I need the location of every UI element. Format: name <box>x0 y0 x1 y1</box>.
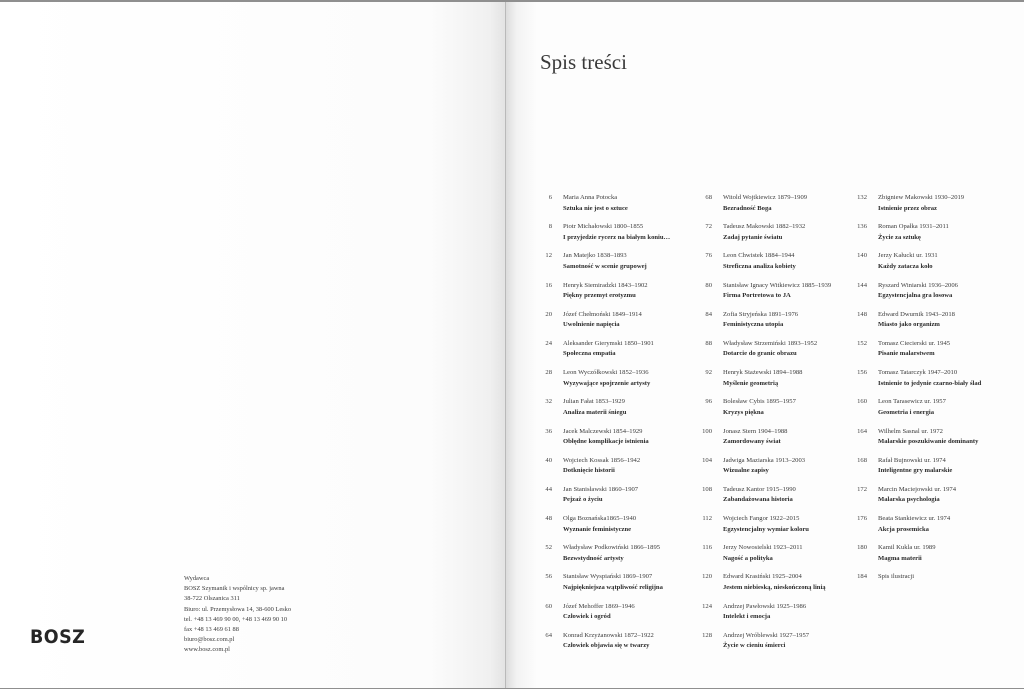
toc-artist-name: Władysław Strzemiński 1893–1952 <box>723 339 818 347</box>
toc-essay-title: I przyjedzie rycerz na białym koniu… <box>563 233 671 241</box>
imprint-line: biuro@bosz.com.pl <box>184 636 235 644</box>
toc-artist-name: Witold Wojtkiewicz 1879–1909 <box>723 194 808 201</box>
toc-artist-name: Marcin Maciejowski ur. 1974 <box>878 485 957 493</box>
toc-essay-title: Geometria i energia <box>878 408 935 416</box>
toc-page-number: 144 <box>857 281 867 289</box>
toc-page-number: 44 <box>545 485 552 493</box>
toc-essay-title: Samotność w scenie grupowej <box>563 262 647 270</box>
toc-artist-name: Julian Fałat 1853–1929 <box>563 398 625 406</box>
toc-artist-name: Jan Stanisławski 1860–1907 <box>563 485 639 493</box>
toc-essay-title: Analiza materii śniegu <box>563 408 627 416</box>
toc-essay-title: Egzystencjalny wymiar koloru <box>723 525 809 533</box>
toc-artist-name: Rafał Bujnowski ur. 1974 <box>878 456 946 464</box>
toc-page-number: 6 <box>548 194 552 201</box>
toc-page-number: 60 <box>545 602 552 610</box>
toc-page-number: 64 <box>545 631 552 639</box>
toc-essay-title: Człowiek i ogród <box>563 613 611 621</box>
imprint-line: BOSZ Szymanik i wspólnicy sp. jawna <box>184 585 285 593</box>
toc-artist-name: Leon Tarasewicz ur. 1957 <box>878 398 946 406</box>
toc-artist-name: Leon Chwistek 1884–1944 <box>723 252 795 260</box>
toc-essay-title: Wyzywające spojrzenie artysty <box>563 379 651 387</box>
toc-page-number: 180 <box>857 544 867 552</box>
toc-page-number: 172 <box>857 485 867 493</box>
toc-essay-title: Pejzaż o życiu <box>563 496 603 504</box>
toc-artist-name: Henryk Siemiradzki 1843–1902 <box>563 281 648 289</box>
toc-page-number: 84 <box>705 310 712 318</box>
toc-artist-name: Józef Chełmoński 1849–1914 <box>563 310 642 318</box>
toc-artist-name: Maria Anna Potocka <box>563 194 618 201</box>
toc-artist-name: Stanisław Ignacy Witkiewicz 1885–1939 <box>723 281 832 289</box>
toc-essay-title: Istnienie to jedynie czarno-biały ślad <box>878 379 982 387</box>
toc-artist-name: Stanisław Wyspiański 1869–1907 <box>563 573 653 581</box>
toc-artist-name: Roman Opałka 1931–2011 <box>878 223 949 231</box>
toc-artist-name: Wilhelm Sasnal ur. 1972 <box>878 427 943 435</box>
toc-essay-title: Najpiękniejsza wątpliwość religijna <box>563 583 663 591</box>
toc-page-number: 16 <box>545 281 552 289</box>
toc-essay-title: Firma Portretowa to JA <box>723 292 791 300</box>
toc-artist-name: Tadeusz Kantor 1915–1990 <box>723 485 796 493</box>
toc-essay-title: Istnienie przez obraz <box>878 204 937 212</box>
toc-page-number: 140 <box>857 252 867 260</box>
toc-page-number: 124 <box>702 602 712 610</box>
toc-artist-name: Spis ilustracji <box>878 573 915 581</box>
toc-page-number: 128 <box>702 631 712 639</box>
imprint-line: Biuro: ul. Przemysłowa 14, 38-600 Lesko <box>184 605 292 613</box>
toc-page-number: 112 <box>702 515 712 523</box>
toc-artist-name: Tomasz Ciecierski ur. 1945 <box>878 339 951 347</box>
left-page <box>0 2 505 688</box>
toc-page-number: 20 <box>545 310 552 318</box>
toc-page-number: 164 <box>857 427 867 435</box>
toc-page-number: 148 <box>857 310 867 318</box>
toc-artist-name: Jerzy Kałucki ur. 1931 <box>878 252 938 260</box>
toc-page-number: 184 <box>857 573 867 581</box>
toc-page-number: 108 <box>702 485 712 493</box>
toc-essay-title: Akcja prosemicka <box>878 525 929 533</box>
toc-artist-name: Józef Mehoffer 1869–1946 <box>563 602 635 610</box>
toc-essay-title: Streficzna analiza kobiety <box>723 262 796 270</box>
toc-page-number: 160 <box>857 398 867 406</box>
toc-essay-title: Każdy zatacza koło <box>878 262 933 270</box>
toc-page-number: 120 <box>702 573 712 581</box>
toc-essay-title: Inteligentne gry malarskie <box>878 467 953 475</box>
toc-page-number: 80 <box>705 281 712 289</box>
toc-artist-name: Tomasz Tatarczyk 1947–2010 <box>878 369 958 377</box>
toc-artist-name: Zbigniew Makowski 1930–2019 <box>878 194 965 201</box>
toc-page-number: 92 <box>705 369 712 377</box>
toc-artist-name: Aleksander Gierymski 1850–1901 <box>563 339 654 347</box>
toc-essay-title: Nagość a polityka <box>723 554 773 562</box>
toc-page-number: 132 <box>857 194 867 201</box>
toc-artist-name: Konrad Krzyżanowski 1872–1922 <box>563 631 654 639</box>
toc-page-number: 52 <box>545 544 552 552</box>
toc-page-number: 100 <box>702 427 712 435</box>
toc-page-number: 176 <box>857 515 867 523</box>
toc-page-number: 8 <box>548 223 552 231</box>
toc-essay-title: Intelekt i emocja <box>723 613 771 621</box>
toc-essay-title: Zamordowany świat <box>723 438 781 445</box>
toc-artist-name: Andrzej Pawłowski 1925–1986 <box>723 602 807 610</box>
toc-artist-name: Zofia Stryjeńska 1891–1976 <box>723 310 799 318</box>
toc-artist-name: Ryszard Winiarski 1936–2006 <box>878 281 958 289</box>
toc-artist-name: Leon Wyczółkowski 1852–1936 <box>563 369 649 377</box>
toc-essay-title: Feministyczna utopia <box>723 321 784 329</box>
toc-artist-name: Jerzy Nowosielski 1923–2011 <box>723 544 803 552</box>
toc-page-number: 32 <box>545 398 552 406</box>
toc-page-number: 104 <box>702 456 712 464</box>
toc-essay-title: Jestem niebieską, nieskończoną linią <box>723 583 826 591</box>
toc-artist-name: Piotr Michałowski 1800–1855 <box>563 223 644 231</box>
toc-artist-name: Edward Krasiński 1925–2004 <box>723 573 802 581</box>
toc-essay-title: Życie w cieniu śmierci <box>723 642 786 650</box>
publisher-logo: BOSZ <box>30 626 86 648</box>
toc-artist-name: Jadwiga Maziarska 1913–2003 <box>723 456 806 464</box>
toc-artist-name: Władysław Podkowiński 1866–1895 <box>563 544 661 552</box>
toc-page-number: 152 <box>857 339 867 347</box>
toc-essay-title: Wizualne zapisy <box>723 467 769 475</box>
toc-essay-title: Piękny przemyt erotyzmu <box>563 292 636 300</box>
toc-artist-name: Andrzej Wróblewski 1927–1957 <box>723 631 810 639</box>
toc-essay-title: Dotarcie do granic obrazu <box>723 350 797 358</box>
toc-page-number: 136 <box>857 223 867 231</box>
toc-artist-name: Henryk Stażewski 1894–1988 <box>723 369 803 377</box>
toc-essay-title: Pisanie malarstwem <box>878 350 935 358</box>
toc-page-number: 56 <box>545 573 552 581</box>
toc-title: Spis treści <box>540 50 627 75</box>
toc-essay-title: Malarskie poszukiwanie dominanty <box>878 438 979 445</box>
toc-page-number: 116 <box>702 544 712 552</box>
toc-artist-name: Edward Dwurnik 1943–2018 <box>878 310 955 318</box>
imprint-line: fax +48 13 469 61 88 <box>184 626 239 634</box>
publisher-imprint <box>184 574 291 656</box>
toc-page-number: 76 <box>705 252 712 260</box>
toc-artist-name: Wojciech Fangor 1922–2015 <box>723 515 800 523</box>
toc-essay-title: Malarska psychologia <box>878 496 940 504</box>
toc-page-number: 40 <box>545 456 552 464</box>
toc-artist-name: Olga Boznańska1865–1940 <box>563 515 637 523</box>
toc-page-number: 96 <box>705 398 712 406</box>
toc-essay-title: Uwolnienie napięcia <box>563 321 620 329</box>
toc-essay-title: Dotknięcie historii <box>563 467 615 475</box>
toc-page-number: 24 <box>545 339 552 347</box>
toc-page-number: 48 <box>545 515 552 523</box>
toc-page-number: 12 <box>545 252 552 260</box>
toc-essay-title: Sztuka nie jest o sztuce <box>563 204 628 212</box>
toc-artist-name: Kamil Kukla ur. 1989 <box>878 544 936 552</box>
toc-essay-title: Człowiek objawia się w twarzy <box>563 642 650 650</box>
toc-essay-title: Myślenie geometrią <box>723 379 779 387</box>
toc-essay-title: Magma materii <box>878 554 922 562</box>
toc-essay-title: Kryzys piękna <box>723 408 764 416</box>
toc-artist-name: Jan Matejko 1838–1893 <box>563 252 627 260</box>
toc-essay-title: Społeczna empatia <box>563 350 616 358</box>
toc-essay-title: Bezwstydność artysty <box>563 554 624 562</box>
toc-artist-name: Jacek Malczewski 1854–1929 <box>563 427 643 435</box>
imprint-line: www.bosz.com.pl <box>184 646 230 654</box>
toc-page-number: 88 <box>705 339 712 347</box>
toc-page-number: 36 <box>545 427 552 435</box>
imprint-line: Wydawca <box>184 575 210 582</box>
imprint-line: tel. +48 13 469 90 00, +48 13 469 90 10 <box>184 615 288 623</box>
imprint-line: 38-722 Olszanica 311 <box>184 595 240 603</box>
toc-essay-title: Wyznanie feministyczne <box>563 525 632 533</box>
toc-artist-name: Tadeusz Makowski 1882–1932 <box>723 223 806 231</box>
toc-artist-name: Jonasz Stern 1904–1988 <box>723 427 788 435</box>
toc-page-number: 156 <box>857 369 867 377</box>
toc-page-number: 68 <box>705 194 712 201</box>
toc-artist-name: Wojciech Kossak 1856–1942 <box>563 456 641 464</box>
toc-essay-title: Miasto jako organizm <box>878 321 940 329</box>
toc-artist-name: Bolesław Cybis 1895–1957 <box>723 398 796 406</box>
toc-artist-name: Beata Stankiewicz ur. 1974 <box>878 515 951 523</box>
toc-essay-title: Zadaj pytanie światu <box>723 233 783 241</box>
toc-essay-title: Egzystencjalna gra losowa <box>878 292 953 300</box>
toc-essay-title: Życie za sztukę <box>878 233 921 241</box>
toc-page-number: 168 <box>857 456 867 464</box>
toc-essay-title: Bezradność Boga <box>723 204 772 212</box>
toc-essay-title: Obłędne komplikacje istnienia <box>563 438 649 445</box>
toc-page-number: 72 <box>705 223 712 231</box>
toc-essay-title: Zabandażowana historia <box>723 496 793 504</box>
toc-page-number: 28 <box>545 369 552 377</box>
